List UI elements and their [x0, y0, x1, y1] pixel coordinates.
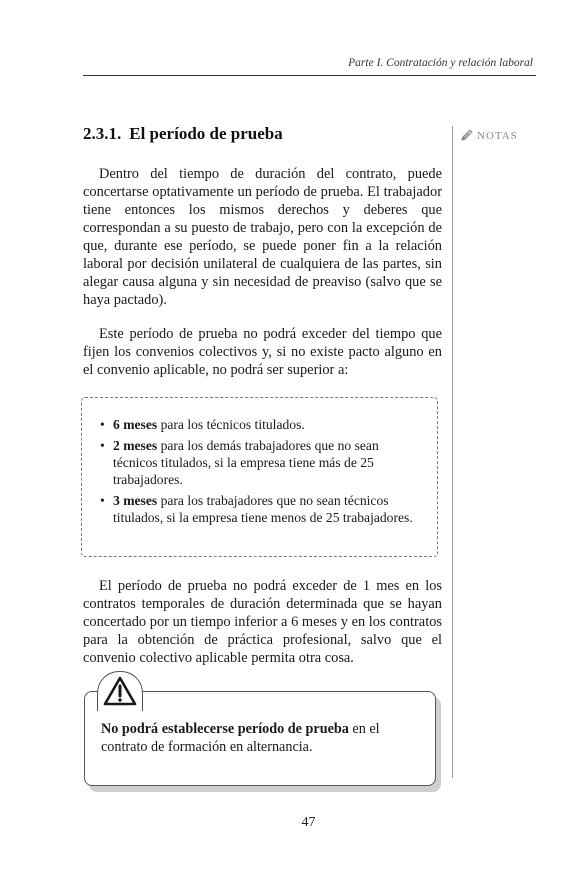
paragraph-limit-text: Este período de prueba no podrá exceder del tiempo que fijen los convenios colectivos y, si no existe pacto alguno en el convenio aplicable, no podrá ser superior a:: [83, 326, 442, 378]
warning-text: [101, 720, 426, 756]
paragraph-intro: [83, 165, 442, 309]
paragraph-temporary-text: El período de prueba no podrá exceder de 1 mes en los contratos temporales de duración determinada que se hayan concertado por un tiempo inferior a 6 meses y en los contratos para la obtención de práctica profesional, salvo que el convenio colectivo aplicable permita otra cosa.: [83, 578, 442, 666]
running-header: Parte I. Contratación y relación laboral: [348, 57, 533, 69]
section-number: 2.3.1.: [83, 124, 122, 143]
header-rule: [83, 75, 536, 76]
durations-list: [100, 416, 425, 530]
list-item-text: para los técnicos titulados.: [157, 417, 305, 432]
warning-triangle-icon: [102, 675, 138, 711]
paragraph-limit: [83, 325, 442, 379]
list-item-text: para los demás trabajadores que no sean técnicos titulados, si la empresa tiene más de 25 trabajadores.: [113, 438, 379, 487]
list-item: [100, 437, 425, 488]
pencil-icon: [459, 128, 474, 143]
list-item-bold: 3 meses: [113, 493, 158, 508]
warning-text-rest: en el contrato de formación en alternancia.: [101, 721, 380, 755]
list-item-bold: 2 meses: [113, 438, 158, 453]
notes-margin-rule: [452, 126, 453, 778]
list-item-bold: 6 meses: [113, 417, 158, 432]
list-item: [100, 416, 425, 433]
page-number: 47: [301, 815, 316, 830]
section-title-text: El período de prueba: [129, 124, 283, 143]
notes-label: [459, 128, 518, 143]
notes-label-text: NOTAS: [477, 129, 518, 142]
list-item: [100, 492, 425, 526]
bullet: •: [100, 493, 105, 508]
paragraph-temporary: [83, 577, 442, 667]
list-item-text: para los trabajadores que no sean técnicos titulados, si la empresa tiene menos de 25 trabajadores.: [113, 493, 413, 525]
section-title: [83, 124, 283, 144]
bullet: •: [100, 438, 105, 453]
warning-text-bold: No podrá establecerse período de prueba: [101, 721, 349, 737]
paragraph-intro-text: Dentro del tiempo de duración del contrato, puede concertarse optativamente un período de prueba. El trabajador tiene entonces los mismos derechos y deberes que correspondan a su puesto de trabajo, pero con la excepción de que, durante ese período, se puede poner fin a la relación laboral por decisión unilateral de cualquiera de las partes, sin alegar causa alguna y sin necesidad de preaviso (salvo que se haya pactado).: [83, 166, 442, 308]
bullet: •: [100, 417, 105, 432]
